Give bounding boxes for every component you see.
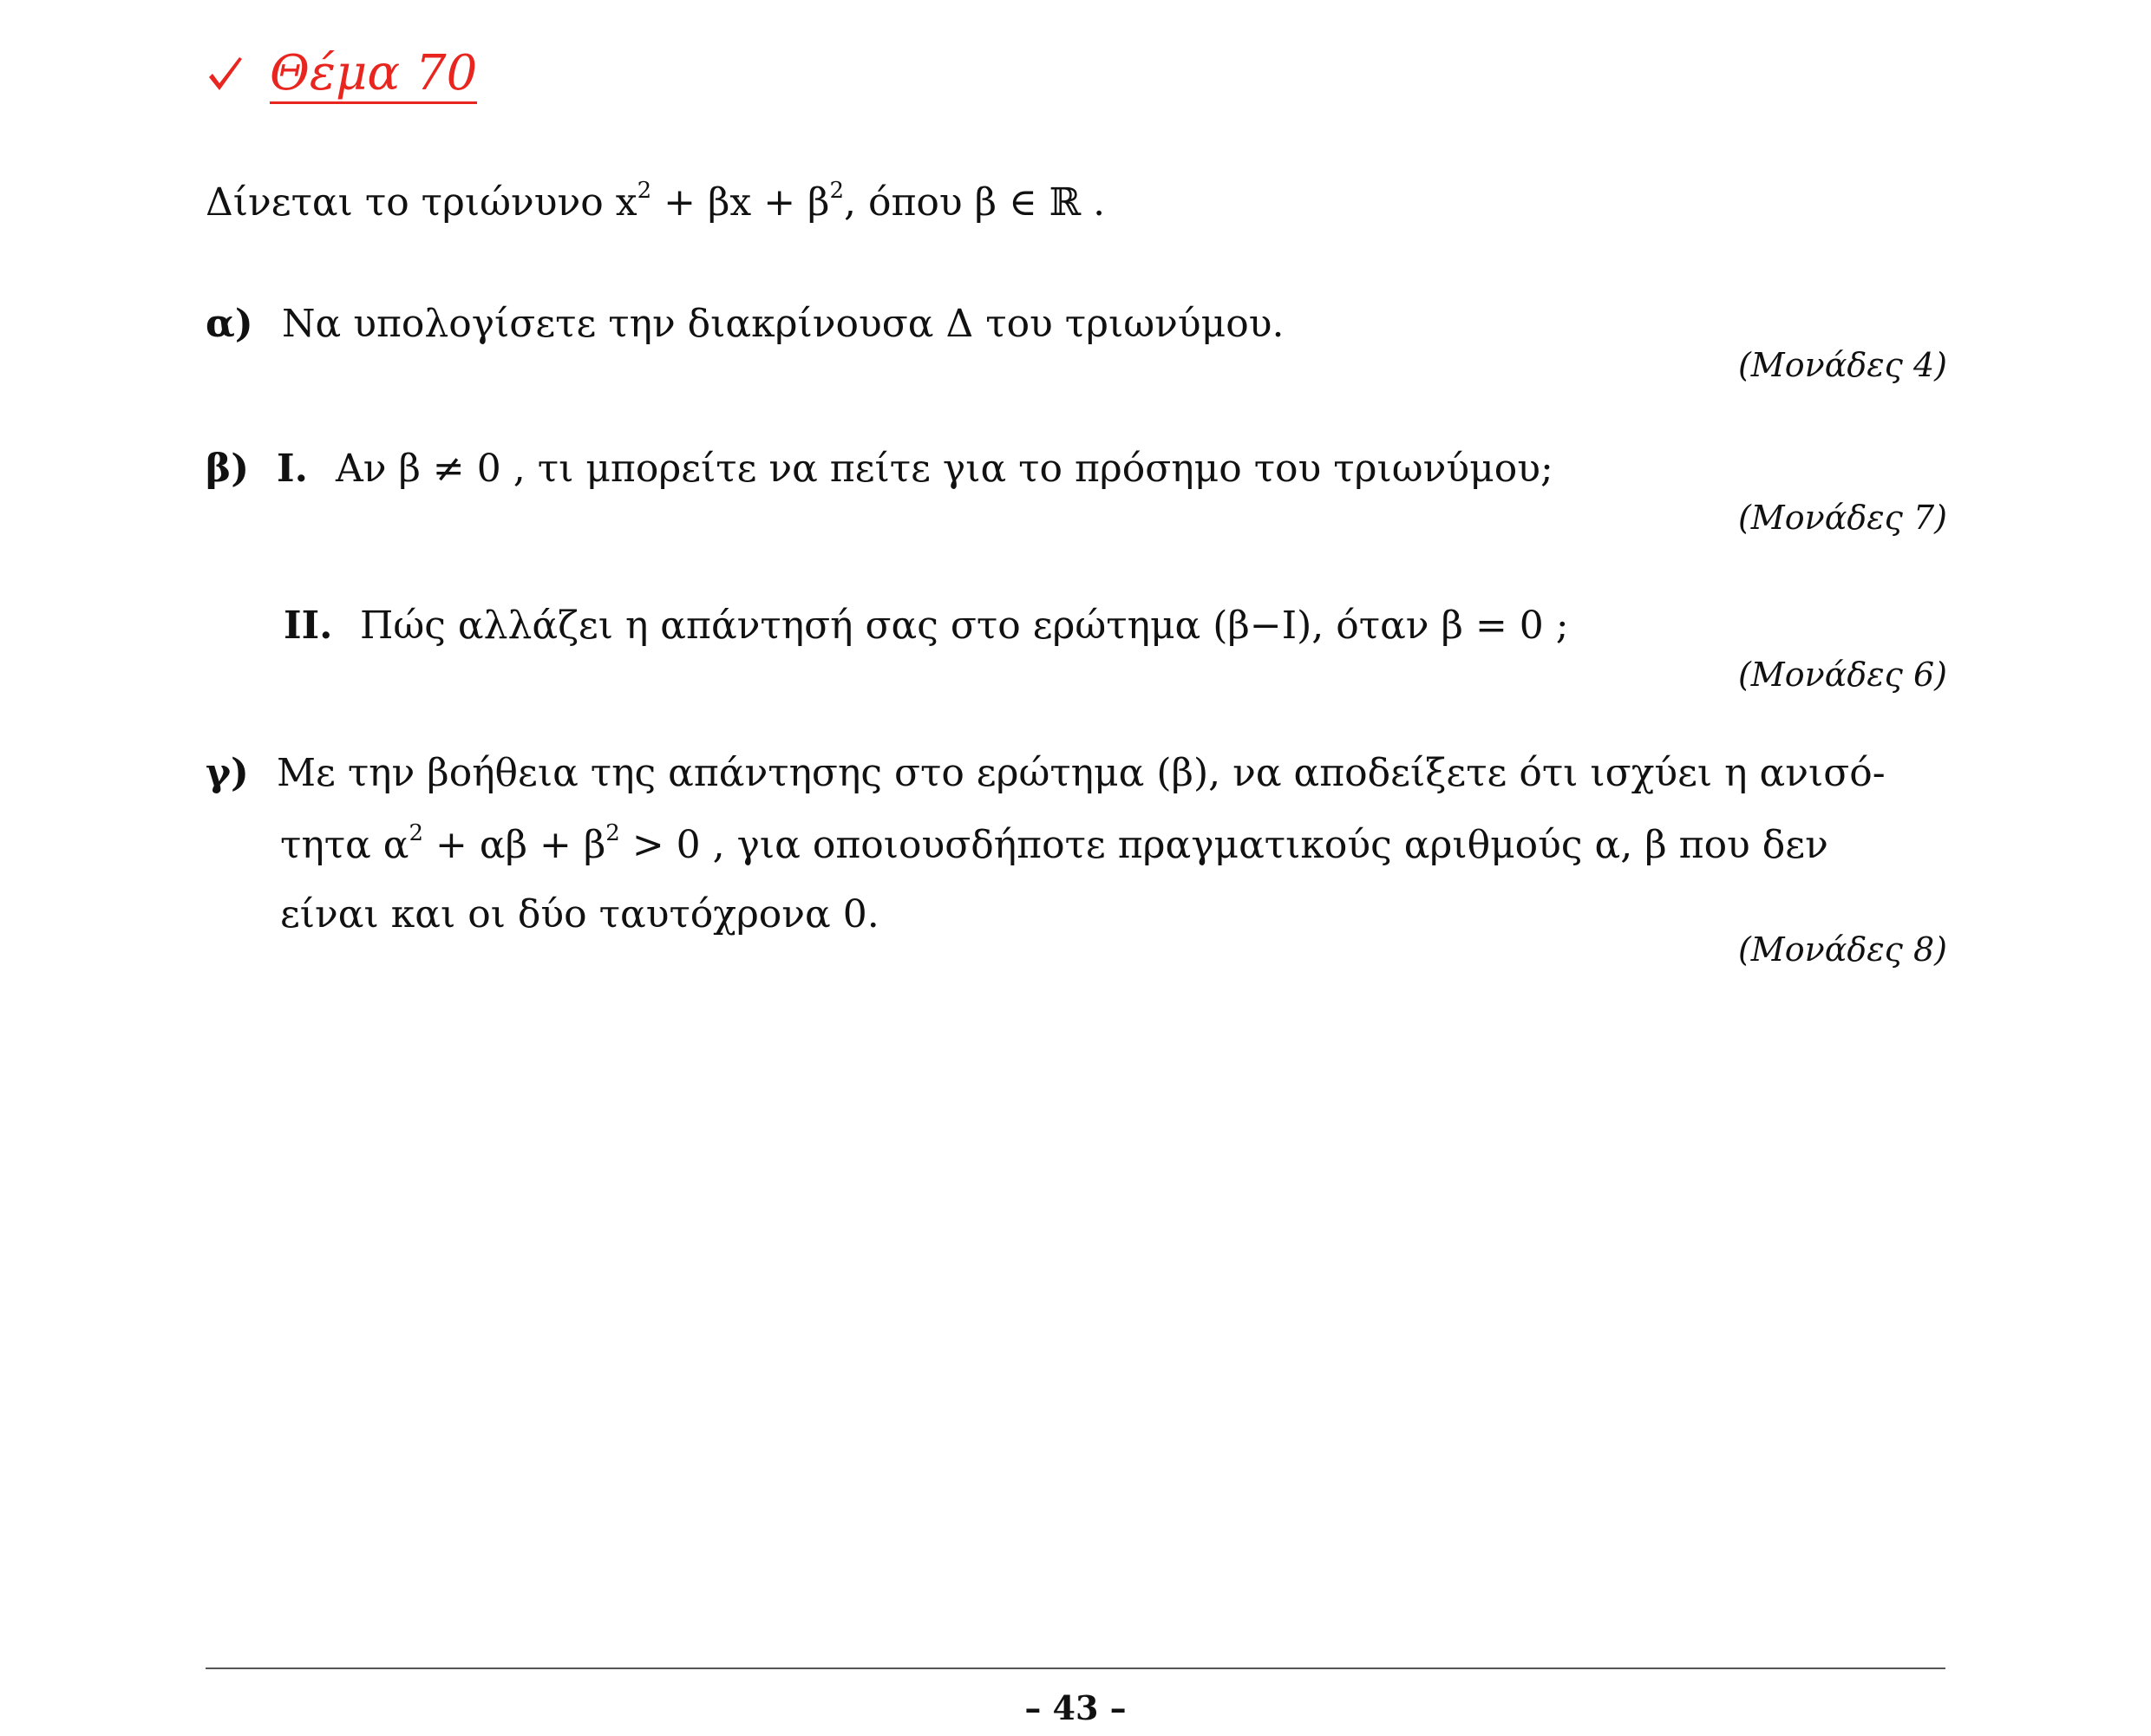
page-number: – 43 – [1024,1688,1127,1727]
part-c-units: (Μονάδες 8) [1737,930,1947,969]
part-a-label: α) [206,302,253,346]
part-c-label: γ) [206,751,249,795]
part-b-sub1-label: Ι. [277,447,308,491]
part-b-sub1-question [206,447,1553,491]
part-c-line-2: τητα $\alpha^2 + \alpha\beta + \beta^2 > 0$ , για οποιουσδήποτε πραγματικούς αριθμούς α, β που δεν [280,820,1828,867]
part-b-sub2-text: Πώς αλλάζει η απάντησή σας στο ερώτημα (β−Ι), όταν β = 0 ; [360,604,1569,648]
topic-title: Θέμα 70 [270,47,477,105]
part-b-sub1-units: (Μονάδες 7) [1737,499,1947,537]
part-b-sub1-text: Αν β ≠ 0 , τι μπορείτε να πείτε για το πρόσημο του τριωνύμου; [336,447,1553,491]
part-a-question [206,302,1285,346]
part-c-line-3: είναι και οι δύο ταυτόχρονα 0. [280,892,879,937]
part-b-sub2-units: (Μονάδες 6) [1737,656,1947,694]
part-a-units: (Μονάδες 4) [1737,346,1947,384]
part-b-label: β) [206,447,250,491]
intro-statement: Δίνεται το τριώνυνο $x^2 + \beta x + \beta^2$, όπου β ∈ ℝ . [206,178,1106,225]
check-mark-icon [204,54,247,97]
part-b-sub2-label: ΙΙ. [284,604,333,648]
part-c-line-1: γ) Με την βοήθεια της απάντησης στο ερώτημα (β), να αποδείξετε ότι ισχύει η ανισό- [206,751,1886,795]
footer-divider [206,1667,1945,1669]
part-b-sub2-question [284,604,1569,648]
part-a-text: Να υπολογίσετε την διακρίνουσα Δ του τριωνύμου. [282,302,1285,346]
topic-header [204,36,477,114]
